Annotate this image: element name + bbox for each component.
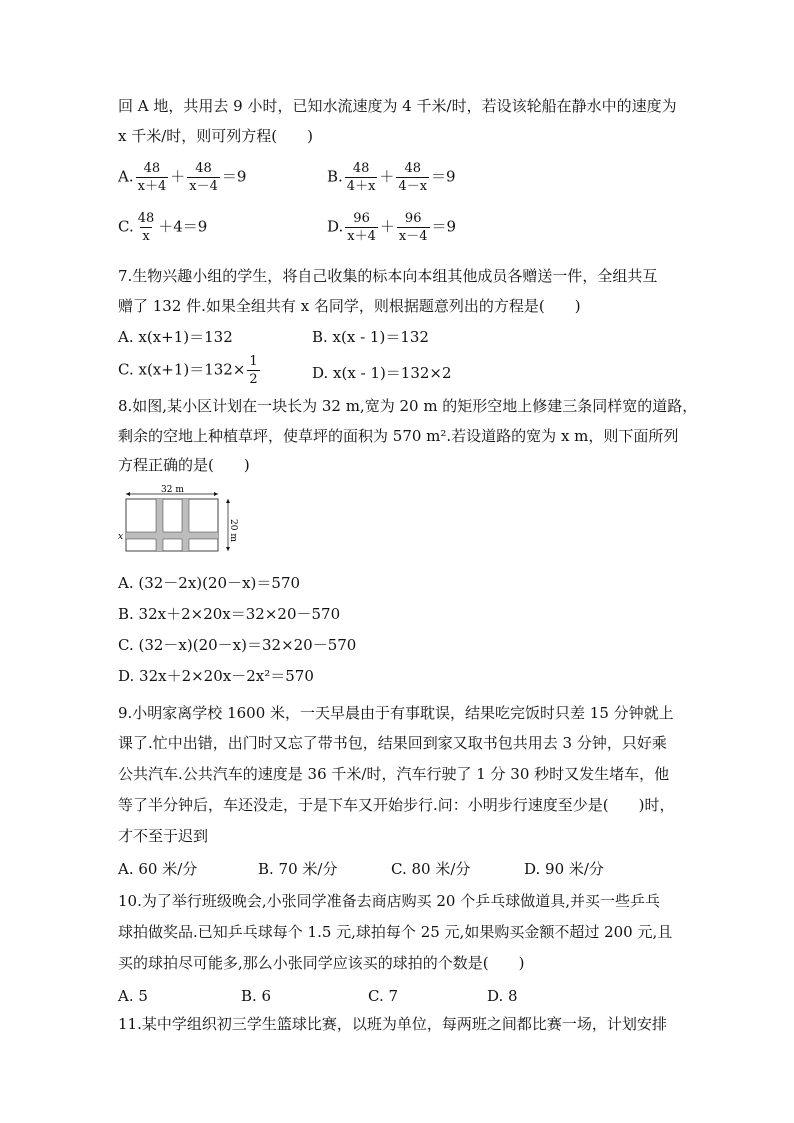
q7-option-d[interactable]: D. x(x - 1)＝132×2 — [312, 364, 452, 382]
q7-option-b[interactable]: B. x(x - 1)＝132 — [312, 328, 429, 346]
q7-line-1: 7.生物兴趣小组的学生，将自己收集的标本向本组其他成员各赠送一件，全组共互 — [118, 267, 658, 285]
q10-line-1: 10.为了举行班级晚会,小张同学准备去商店购买 20 个乒乓球做道具,并买一些乒乓 — [118, 892, 661, 910]
plot-rectangle — [126, 499, 218, 551]
q9-option-d[interactable]: D. 90 米/分 — [524, 860, 604, 878]
option-label: A. — [118, 167, 134, 186]
q10-line-2: 球拍做奖品.已知乒乓球每个 1.5 元,球拍每个 25 元,如果购买金额不超过 200 元,且 — [118, 923, 673, 941]
q10-option-d[interactable]: D. 8 — [487, 987, 518, 1005]
q10-option-a[interactable]: A. 5 — [118, 987, 148, 1005]
q8-line-1: 8.如图,某小区计划在一块长为 32 m,宽为 20 m 的矩形空地上修建三条同样宽的道路， — [118, 397, 698, 415]
q7-option-a[interactable]: A. x(x+1)＝132 — [118, 328, 233, 346]
arrow-down — [226, 547, 230, 551]
q9-line-1: 9.小明家离学校 1600 米，一天早晨由于有事耽误，结果吃完饭时只差 15 分钟就上 — [118, 704, 674, 722]
q8-line-2: 剩余的空地上种植草坪，使草坪的面积为 570 m².若设道路的宽为 x m，则下面所列 — [118, 427, 679, 445]
fraction: $\frac{96}{x+4}$ — [347, 211, 376, 244]
q6-line-2: x 千米/时，则可列方程( ) — [118, 127, 313, 145]
q7-option-c[interactable]: C. x(x+1)＝132× $\frac{1}{2}$ — [118, 354, 258, 387]
q6-option-d[interactable]: D. $\frac{96}{x+4}$ ＋ $\frac{96}{x-4}$ ＝9 — [327, 211, 457, 244]
q9-line-3: 公共汽车.公共汽车的速度是 36 千米/时，汽车行驶了 1 分 30 秒时又发生堵车，他 — [118, 765, 670, 783]
q8-option-a[interactable]: A. (32－2x)(20－x)＝570 — [118, 574, 301, 592]
horizontal-road — [126, 532, 218, 539]
q6-option-b[interactable]: B. $\frac{48}{4+x}$ ＋ $\frac{48}{4-x}$ ＝9 — [327, 161, 456, 194]
height-label: 20 m — [228, 519, 238, 542]
fraction: $\frac{48}{4-x}$ — [398, 161, 428, 194]
option-label: C. — [118, 217, 134, 236]
road-diagram-svg — [118, 485, 243, 555]
q10-line-3: 买的球拍尽可能多,那么小张同学应该买的球拍的个数是( ) — [118, 954, 525, 972]
q9-option-c[interactable]: C. 80 米/分 — [391, 860, 471, 878]
option-label: D. — [327, 217, 344, 236]
road-width-label: x — [118, 532, 124, 542]
q9-option-b[interactable]: B. 70 米/分 — [258, 860, 338, 878]
q10-option-b[interactable]: B. 6 — [241, 987, 272, 1005]
q8-option-c[interactable]: C. (32－x)(20－x)＝32×20－570 — [118, 636, 357, 654]
q6-option-c[interactable]: C. $\frac{48}{x}$ ＋4＝9 — [118, 211, 208, 244]
q8-option-d[interactable]: D. 32x＋2×20x－2x²＝570 — [118, 667, 314, 685]
q11-line-1: 11.某中学组织初三学生篮球比赛，以班为单位，每两班之间都比赛一场，计划安排 — [118, 1015, 667, 1033]
q9-line-4: 等了半分钟后，车还没走，于是下车又开始步行.问：小明步行速度至少是( )时， — [118, 796, 675, 814]
q9-line-2: 课了.忙中出错，出门时又忘了带书包，结果回到家又取书包共用去 3 分钟，只好乘 — [118, 734, 667, 752]
q8-option-b[interactable]: B. 32x＋2×20x＝32×20－570 — [118, 605, 341, 623]
q9-option-a[interactable]: A. 60 米/分 — [118, 860, 198, 878]
arrow-left — [126, 492, 130, 496]
q8-line-3: 方程正确的是( ) — [118, 456, 250, 474]
arrow-right — [214, 492, 218, 496]
vertical-road-1 — [156, 499, 163, 551]
vertical-road-2 — [182, 499, 189, 551]
fraction: $\frac{48}{x-4}$ — [189, 161, 218, 194]
fraction: $\frac{48}{4+x}$ — [346, 161, 376, 194]
arrow-up — [226, 499, 230, 503]
road-diagram — [118, 485, 243, 559]
fraction: $\frac{48}{x+4}$ — [137, 161, 167, 194]
fraction: $\frac{48}{x}$ — [137, 211, 155, 244]
q9-line-5: 才不至于迟到 — [118, 827, 209, 845]
q6-line-1: 回 A 地，共用去 9 小时，已知水流速度为 4 千米/时，若设该轮船在静水中的速度为 — [118, 97, 677, 115]
q7-line-2: 赠了 132 件.如果全组共有 x 名同学，则根据题意列出的方程是( ) — [118, 297, 581, 315]
width-label: 32 m — [161, 485, 184, 495]
option-label: B. — [327, 167, 343, 186]
fraction: $\frac{1}{2}$ — [249, 354, 258, 387]
fraction: $\frac{96}{x-4}$ — [398, 211, 428, 244]
q10-option-c[interactable]: C. 7 — [368, 987, 399, 1005]
q6-option-a[interactable]: A. $\frac{48}{x+4}$ ＋ $\frac{48}{x-4}$ ＝9 — [118, 161, 247, 194]
